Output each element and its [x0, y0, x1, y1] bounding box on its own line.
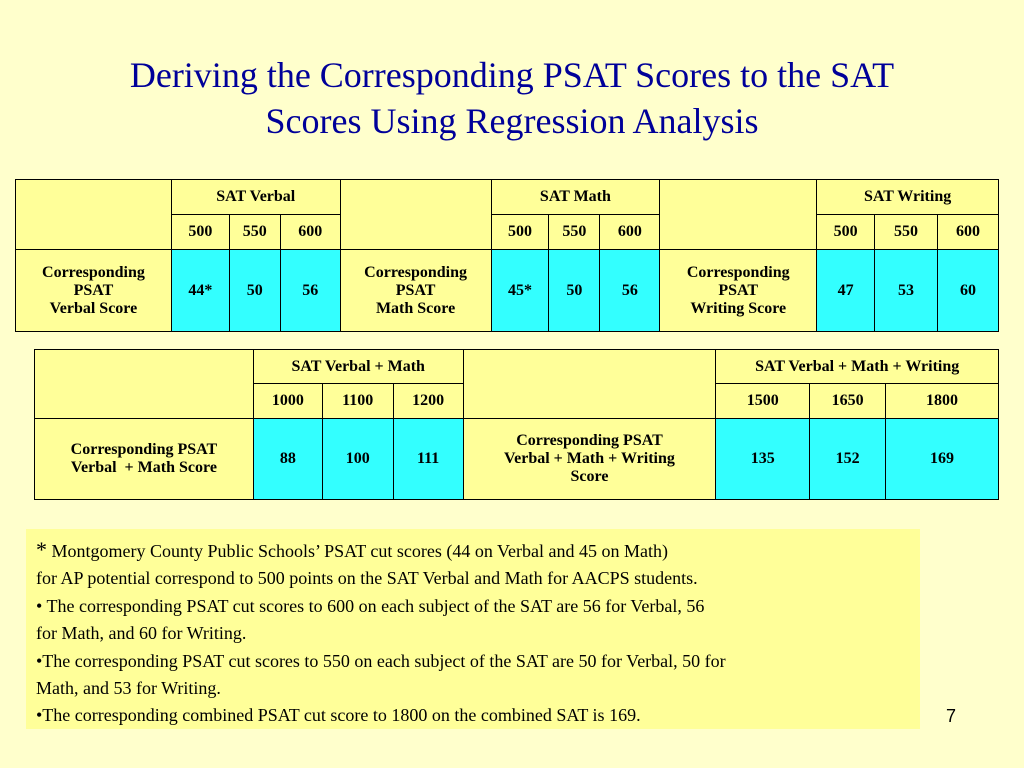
combined-score-table	[34, 349, 999, 500]
psat-value-cell: 44*	[171, 250, 229, 332]
label-line: Corresponding PSAT	[516, 432, 663, 449]
psat-verbal-math-writing-label	[463, 419, 716, 500]
note-line: • The corresponding PSAT cut scores to 600 on each subject of the SAT are 56 for Verbal, 56	[36, 595, 705, 616]
score-cell: 500	[171, 215, 229, 250]
label-line: PSAT	[73, 281, 114, 299]
psat-math-label	[340, 250, 491, 332]
psat-value-cell: 50	[229, 250, 280, 332]
asterisk-mark: *	[36, 537, 47, 562]
blank-header-cell	[16, 180, 172, 250]
psat-value-cell: 53	[875, 250, 938, 332]
label-line: Score	[570, 468, 609, 485]
label-line: Verbal + Math Score	[70, 459, 217, 476]
title-line-2: Scores Using Regression Analysis	[265, 101, 759, 141]
blank-header-cell	[35, 350, 254, 419]
blank-header-cell	[340, 180, 491, 250]
psat-value-cell: 56	[600, 250, 660, 332]
psat-value-cell: 56	[280, 250, 340, 332]
score-cell: 550	[229, 215, 280, 250]
label-line: Verbal Score	[49, 299, 138, 317]
sat-math-header: SAT Math	[491, 180, 660, 215]
label-line: Math Score	[375, 299, 456, 317]
score-cell: 1100	[322, 384, 393, 419]
score-cell: 1800	[886, 384, 999, 419]
score-cell: 600	[280, 215, 340, 250]
psat-value-cell: 47	[817, 250, 875, 332]
score-cell: 1200	[393, 384, 463, 419]
score-cell: 600	[600, 215, 660, 250]
note-line: for AP potential correspond to 500 points on the SAT Verbal and Math for AACPS students.	[36, 568, 698, 589]
note-line: •The corresponding combined PSAT cut score to 1800 on the combined SAT is 169.	[36, 705, 641, 726]
label-line: Corresponding	[364, 263, 467, 281]
note-text: Montgomery County Public Schools’ PSAT cut scores (44 on Verbal and 45 on Math)	[51, 541, 668, 561]
score-cell: 500	[491, 215, 549, 250]
psat-value-cell: 111	[393, 419, 463, 500]
label-line: PSAT	[395, 281, 436, 299]
score-cell: 1650	[810, 384, 886, 419]
sat-verbal-header: SAT Verbal	[171, 180, 340, 215]
psat-value-cell: 135	[716, 419, 810, 500]
psat-value-cell: 152	[810, 419, 886, 500]
score-cell: 550	[875, 215, 938, 250]
label-line: Corresponding	[42, 263, 145, 281]
label-line: Writing Score	[690, 299, 787, 317]
score-cell: 1000	[253, 384, 322, 419]
label-line: Corresponding PSAT	[70, 441, 218, 458]
psat-verbal-math-label	[35, 419, 254, 500]
note-line: •The corresponding PSAT cut scores to 550 on each subject of the SAT are 50 for Verbal, 50 for	[36, 650, 726, 671]
label-line: PSAT	[718, 281, 759, 299]
note-line: for Math, and 60 for Writing.	[36, 623, 247, 644]
footnote-box	[26, 529, 920, 729]
score-cell: 500	[817, 215, 875, 250]
score-cell: 550	[549, 215, 600, 250]
note-line	[36, 536, 910, 565]
psat-verbal-label	[16, 250, 172, 332]
psat-value-cell: 100	[322, 419, 393, 500]
score-cell: 1500	[716, 384, 810, 419]
subject-score-table	[15, 179, 999, 332]
label-line: Verbal + Math + Writing	[504, 450, 675, 467]
label-line: Corresponding	[686, 263, 790, 281]
psat-value-cell: 60	[938, 250, 999, 332]
sat-verbal-math-writing-header: SAT Verbal + Math + Writing	[716, 350, 999, 384]
psat-value-cell: 88	[253, 419, 322, 500]
psat-value-cell: 50	[549, 250, 600, 332]
page-number: 7	[946, 706, 957, 726]
psat-writing-label	[660, 250, 817, 332]
blank-header-cell	[660, 180, 817, 250]
sat-verbal-math-header: SAT Verbal + Math	[253, 350, 463, 384]
slide-title	[0, 52, 1024, 144]
blank-header-cell	[463, 350, 716, 419]
title-line-1: Deriving the Corresponding PSAT Scores to the SAT	[129, 55, 895, 95]
sat-writing-header: SAT Writing	[817, 180, 999, 215]
psat-value-cell: 169	[886, 419, 999, 500]
psat-value-cell: 45*	[491, 250, 549, 332]
score-cell: 600	[938, 215, 999, 250]
note-line: Math, and 53 for Writing.	[36, 678, 221, 699]
